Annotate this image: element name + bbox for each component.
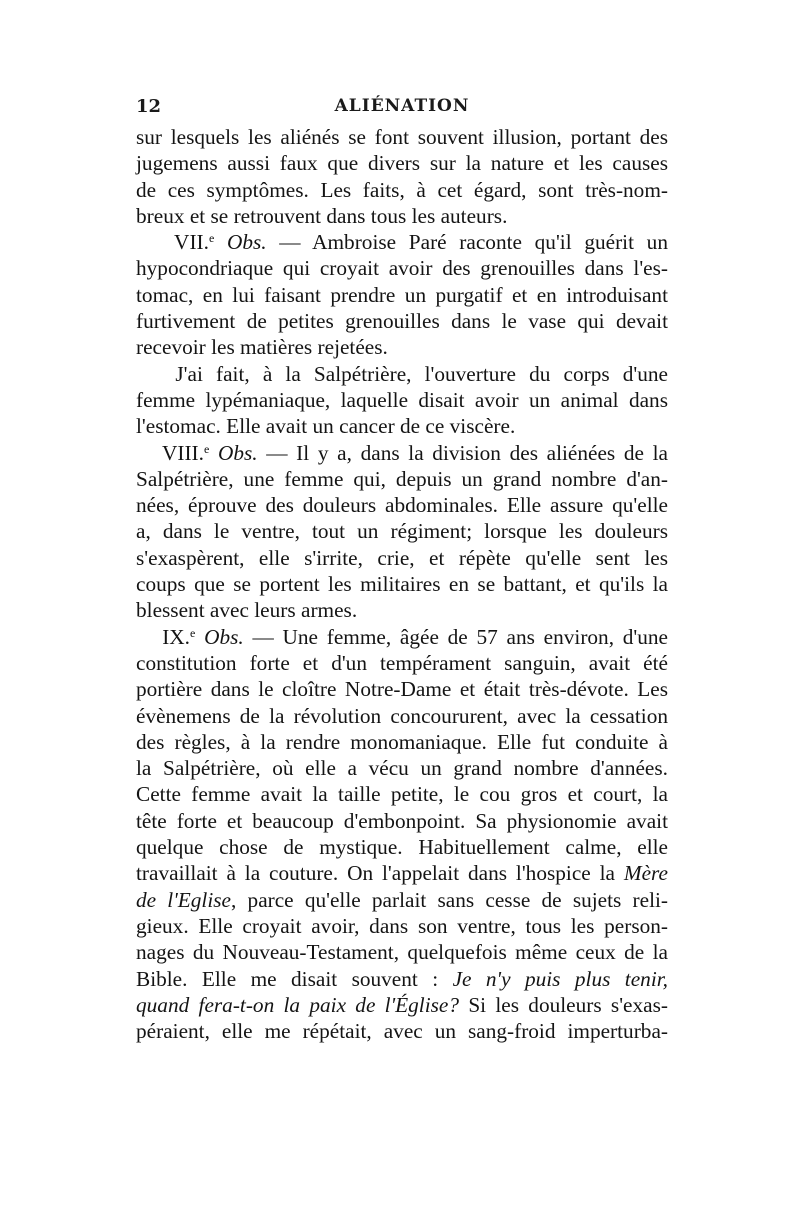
text-line [136, 676, 668, 702]
text-segment: Si les douleurs s'exas- [459, 992, 668, 1017]
text-segment: la Salpétrière, où elle a vécu un grand nombre d'années. [136, 756, 668, 781]
superscript: e [203, 441, 210, 456]
text-line [136, 808, 668, 834]
text-line [136, 492, 668, 518]
text-line [136, 203, 668, 229]
text-segment: VII. [136, 230, 209, 255]
text-segment: péraient, elle me répétait, avec un sang-froid imperturba- [136, 1019, 668, 1044]
superscript: e [190, 625, 196, 640]
text-line [136, 939, 668, 965]
text-segment: travaillait à la couture. On l'appelait dans l'hospice la [136, 861, 624, 886]
text-segment: portière dans le cloître Notre-Dame et était très-dévote. Les [136, 677, 668, 702]
text-segment: sur lesquels les aliénés se font souvent illusion, portant des [136, 125, 668, 149]
text-line [136, 887, 668, 913]
text-line [136, 966, 668, 992]
text-line [136, 177, 668, 203]
text-segment: breux et se retrouvent dans tous les auteurs. [136, 203, 508, 228]
text-segment: évènemens de la révolution concoururent, avec la cessation [136, 703, 668, 728]
text-segment: hypocondriaque qui croyait avoir des grenouilles dans l'es- [136, 256, 668, 281]
text-segment: coups que se portent les militaires en se battant, et qu'ils la [136, 572, 668, 597]
text-segment: gieux. Elle croyait avoir, dans son ventre, tous les person- [136, 913, 668, 938]
text-segment: recevoir les matières rejetées. [136, 335, 388, 360]
text-line [136, 150, 668, 176]
text-segment: nées, éprouve des douleurs abdominales. Elle assure qu'elle [136, 493, 668, 518]
text-line [136, 466, 668, 492]
text-line [136, 334, 668, 360]
text-segment: — Ambroise Paré raconte qu'il guérit un [266, 230, 668, 255]
text-segment: s'exaspèrent, elle s'irrite, crie, et répète qu'elle sent les [136, 545, 668, 570]
italic-text: Obs. [217, 440, 258, 465]
text-line [136, 703, 668, 729]
text-segment: nages du Nouveau-Testament, quelquefois même ceux de la [136, 940, 668, 965]
text-line [136, 729, 668, 755]
page-number: 12 [136, 96, 162, 117]
running-title: ALIÉNATION [334, 96, 470, 116]
text-line [136, 518, 668, 544]
text-segment: tête forte et beaucoup d'embonpoint. Sa physionomie avait [136, 808, 668, 833]
text-segment [195, 625, 204, 649]
text-line [136, 308, 668, 334]
text-segment: Bible. Elle me disait souvent : [136, 966, 453, 991]
text-segment: — Une femme, âgée de 57 ans environ, d'une [243, 624, 669, 649]
text-line [136, 597, 668, 623]
text-line [136, 255, 668, 281]
text-segment: l'estomac. Elle avait un cancer de ce viscère. [136, 414, 516, 439]
italic-text: Mère [623, 861, 668, 886]
body-text [136, 124, 668, 1044]
text-line [136, 361, 668, 387]
text-line [136, 992, 668, 1018]
text-line [136, 624, 668, 650]
text-line [136, 440, 668, 466]
text-segment: IX. [136, 624, 191, 649]
text-line [136, 1018, 668, 1044]
italic-text: quand fera-t-on la paix de l'Église? [136, 992, 460, 1017]
text-segment: de ces symptômes. Les faits, à cet égard, sont très-nom- [136, 177, 668, 202]
text-line [136, 387, 668, 413]
text-segment: J'ai fait, à la Salpétrière, l'ouverture du corps d'une [136, 361, 668, 386]
text-segment: Salpétrière, une femme qui, depuis un grand nombre d'an- [136, 466, 668, 491]
text-line [136, 650, 668, 676]
italic-text: Obs. [204, 624, 244, 649]
italic-text: Obs. [226, 230, 267, 255]
text-line [136, 229, 668, 255]
text-line [136, 545, 668, 571]
text-segment: , parce qu'elle parlait sans cesse de sujets reli- [231, 887, 668, 912]
text-segment: constitution forte et d'un tempérament sanguin, avait été [136, 650, 668, 675]
text-segment: — Il y a, dans la division des aliénées de la [257, 440, 668, 465]
text-segment: blessent avec leurs armes. [136, 598, 358, 623]
italic-text: de l'Eglise [136, 887, 232, 912]
text-line [136, 282, 668, 308]
text-segment [214, 230, 227, 254]
text-line [136, 781, 668, 807]
text-segment: furtivement de petites grenouilles dans le vase qui devait [136, 309, 668, 334]
text-segment: des règles, à la rendre monomaniaque. Elle fut conduite à [136, 729, 668, 754]
text-segment: Cette femme avait la taille petite, le cou gros et court, la [136, 782, 668, 807]
text-segment: VIII. [136, 440, 204, 465]
text-line [136, 571, 668, 597]
text-segment: jugemens aussi faux que divers sur la nature et les causes [136, 151, 668, 176]
text-segment: quelque chose de mystique. Habituellement calme, elle [136, 835, 668, 860]
text-line [136, 913, 668, 939]
text-line [136, 860, 668, 886]
text-segment: tomac, en lui faisant prendre un purgatif et en introduisant [136, 282, 668, 307]
italic-text: Je n'y puis plus tenir, [452, 966, 668, 991]
text-line [136, 124, 668, 150]
superscript: e [208, 231, 215, 246]
text-line [136, 413, 668, 439]
text-line [136, 834, 668, 860]
text-segment [209, 441, 218, 465]
text-line [136, 755, 668, 781]
text-segment: femme lypémaniaque, laquelle disait avoir un animal dans [136, 387, 668, 412]
text-segment: a, dans le ventre, tout un régiment; lorsque les douleurs [136, 519, 668, 544]
page-header [136, 96, 668, 120]
